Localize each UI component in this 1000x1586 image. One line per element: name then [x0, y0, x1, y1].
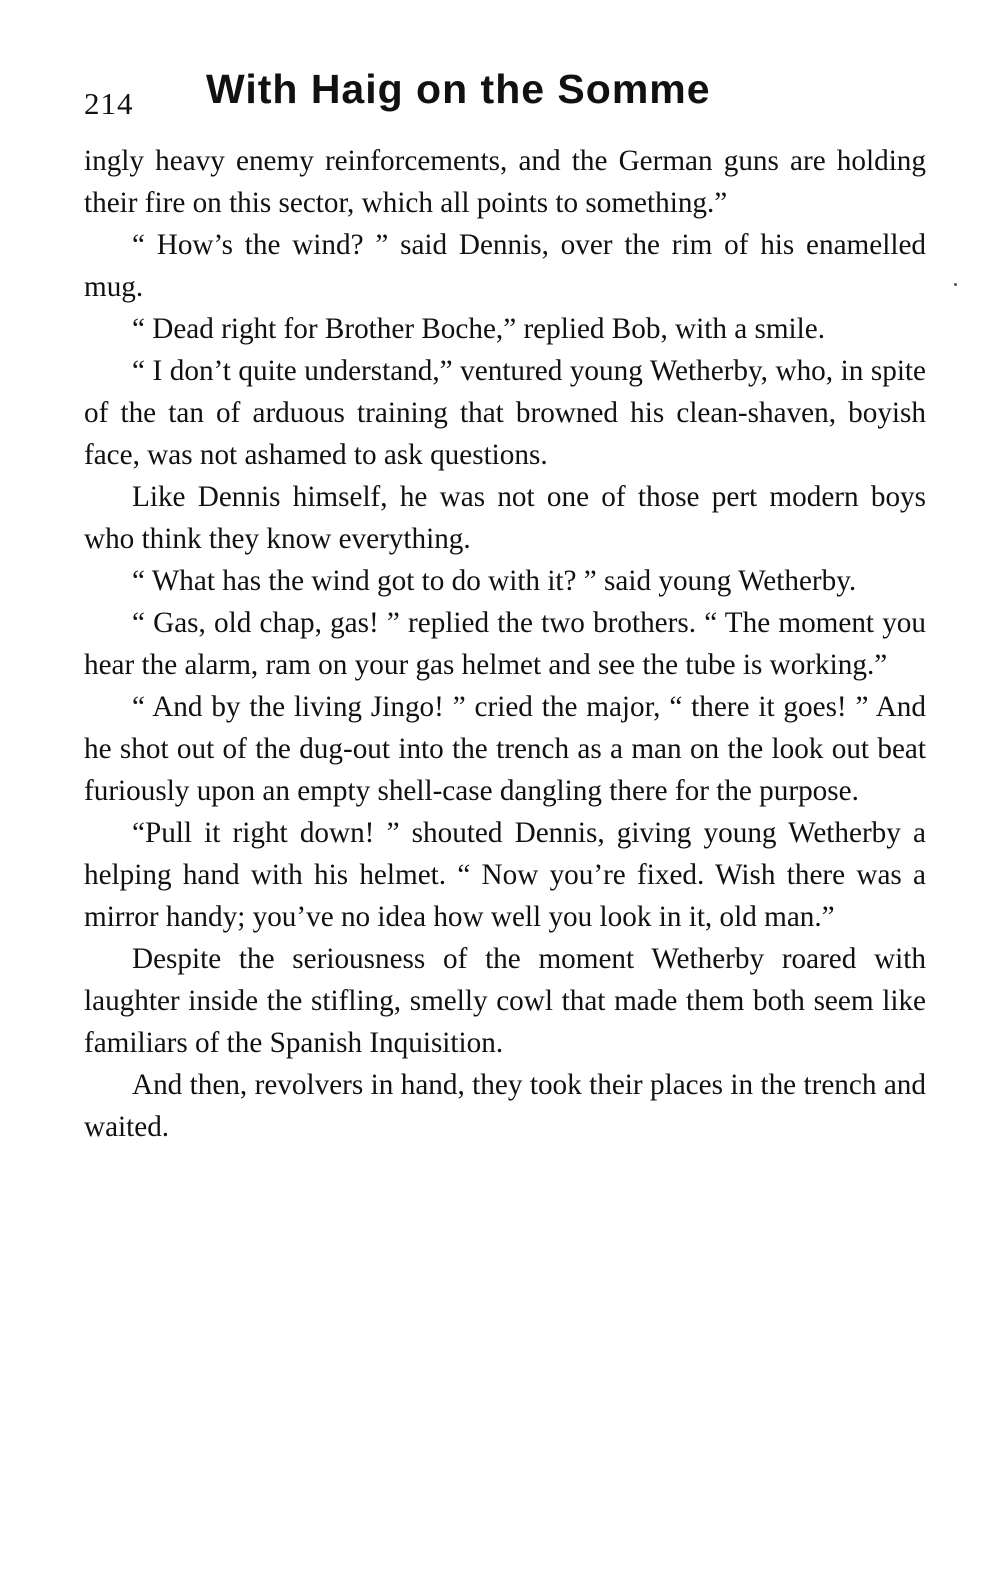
paragraph: And then, revolvers in hand, they took their places in the trench and waited. [84, 1069, 926, 1143]
paragraph: “ I don’t quite understand,” ventured young Wetherby, who, in spite of the tan of arduous training that browned his clean-shaven, boyish face, was not ashamed to ask questions. [84, 355, 926, 471]
paragraph: “ Dead right for Brother Boche,” replied Bob, with a smile. [132, 313, 826, 345]
paragraph: “ Gas, old chap, gas! ” replied the two brothers. “ The moment you hear the alarm, ram on your gas helmet and see the tube is working.” [84, 607, 926, 681]
page-header [84, 66, 924, 126]
paragraph: “ How’s the wind? ” said Dennis, over the rim of his enamelled mug. [84, 229, 926, 303]
paragraph: “ What has the wind got to do with it? ” said young Wetherby. [132, 565, 857, 597]
body-text [84, 140, 926, 1148]
paragraph: “ And by the living Jingo! ” cried the major, “ there it goes! ” And he shot out of the dug-out into the trench as a man on the look out beat furiously upon an empty shell-case dangling there for the purpose. [84, 691, 926, 807]
paragraph: ingly heavy enemy reinforcements, and the German guns are holding their fire on this sector, which all points to something.” [84, 145, 926, 219]
page-number: 214 [84, 86, 134, 121]
ink-speck [954, 283, 957, 286]
paragraph: Despite the seriousness of the moment Wetherby roared with laughter inside the stifling, smelly cowl that made them both seem like familiars of the Spanish Inquisition. [84, 943, 926, 1059]
paragraph: “Pull it right down! ” shouted Dennis, giving young Wetherby a helping hand with his helmet. “ Now you’re fixed. Wish there was a mirror handy; you’ve no idea how well you look in it, old man.” [84, 817, 926, 933]
running-title: With Haig on the Somme [206, 66, 711, 112]
paragraph: Like Dennis himself, he was not one of those pert modern boys who think they know everything. [84, 481, 926, 555]
